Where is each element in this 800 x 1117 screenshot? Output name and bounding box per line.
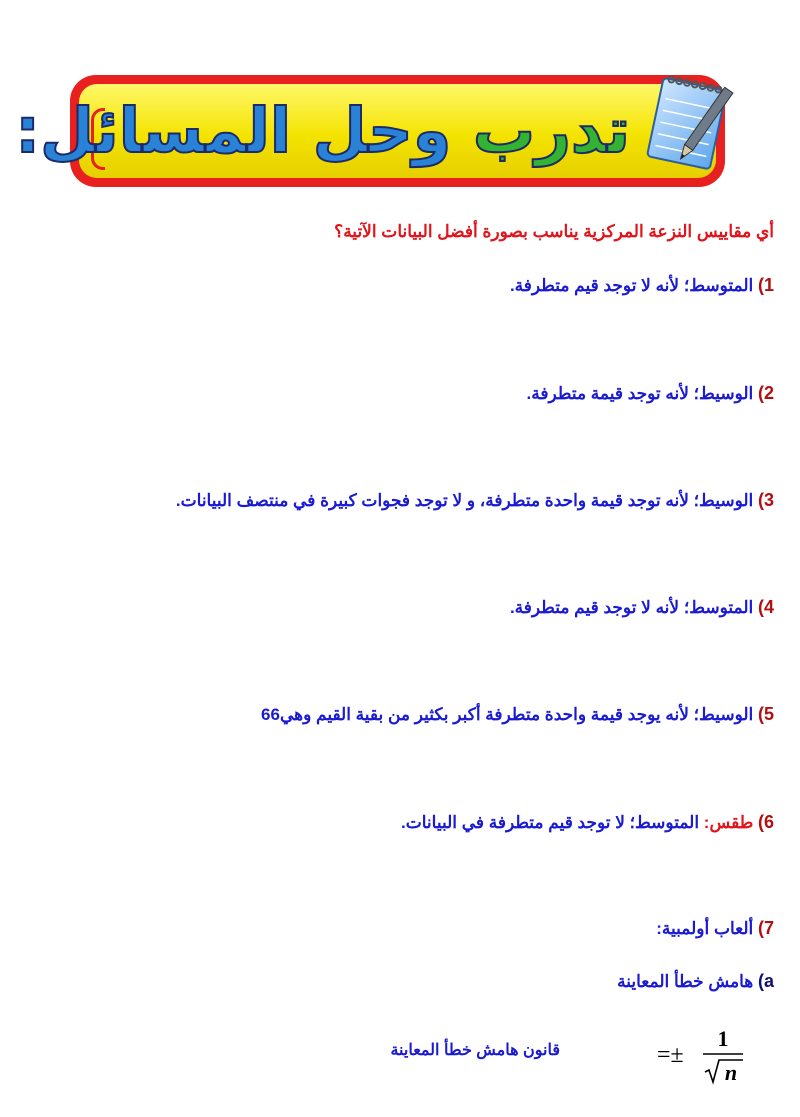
answer-1-text: المتوسط؛ لأنه لا توجد قيم متطرفة. [509,276,758,295]
formula-denominator: n [724,1060,738,1085]
answer-4 [510,597,774,618]
answer-3-number: 3) [757,490,774,510]
answer-7 [656,918,774,939]
formula-prefix: =± [657,1042,684,1068]
answer-6-label: طقس: [703,813,758,832]
banner-title [15,75,630,187]
answer-2-number: 2) [757,383,774,403]
sub-question-a-number: a) [757,971,774,991]
question-text: أي مقاييس النزعة المركزية يناسب بصورة أفضل البيانات الآتية؟ [334,222,774,241]
answer-4-text: المتوسط؛ لأنه لا توجد قيم متطرفة. [509,598,758,617]
notebook-pencil-icon [643,72,735,172]
answer-2 [527,383,774,404]
answer-1-number: 1) [757,275,774,295]
margin-of-error-formula [655,1022,745,1086]
answer-5-number: 5) [757,704,774,724]
title-banner [15,75,725,187]
answer-5 [261,704,774,725]
sub-question-a [617,971,774,992]
answer-6-number: 6) [757,812,774,832]
sub-question-a-text: هامش خطأ المعاينة [617,972,758,991]
formula-numerator: 1 [717,1026,729,1051]
answer-3-text: الوسيط؛ لأنه توجد قيمة واحدة متطرفة، و لا توجد فجوات كبيرة في منتصف البيانات. [175,491,758,510]
formula-label: قانون هامش خطأ المعاينة [390,1042,560,1059]
answer-6-text: المتوسط؛ لا توجد قيم متطرفة في البيانات. [401,813,704,832]
answer-4-number: 4) [757,597,774,617]
answer-1 [510,275,774,296]
answer-2-text: الوسيط؛ لأنه توجد قيمة متطرفة. [526,384,758,403]
banner-title-part2: وحل المسائل: [15,94,452,167]
banner-title-part1: تدرب [451,94,630,167]
answer-7-number: 7) [757,918,774,938]
answer-7-text: ألعاب أولمبية: [656,919,758,938]
answer-3 [176,490,774,511]
answer-5-text: الوسيط؛ لأنه يوجد قيمة واحدة متطرفة أكبر بكثير من بقية القيم وهي66 [261,705,758,724]
answer-6 [401,812,774,833]
